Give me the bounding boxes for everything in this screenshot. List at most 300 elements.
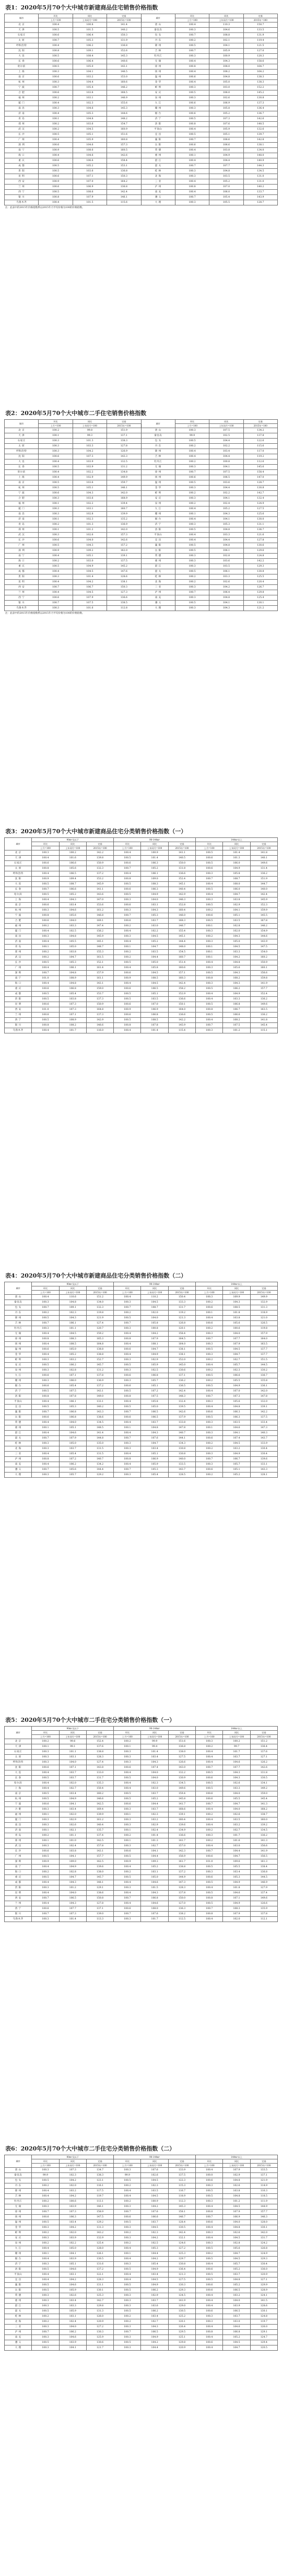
index-value-cell: 100.7 [196, 1849, 223, 1854]
index-value-cell: 109.1 [59, 1305, 86, 1310]
column-subheader: 上年同月=100 [59, 1291, 86, 1295]
city-name-cell: 宁 波 [5, 85, 39, 90]
city-name-cell: 呼和浩特 [5, 43, 39, 49]
price-index-table [4, 1726, 278, 1922]
index-value-cell: 100.5 [196, 1415, 223, 1420]
city-name-cell: 南 京 [5, 75, 39, 80]
index-value-cell: 103.4 [141, 2272, 168, 2278]
index-value-cell: 104.8 [141, 1425, 168, 1431]
city-name-cell: 西 安 [5, 179, 39, 185]
city-name-cell: 常 德 [141, 554, 175, 559]
index-value-cell: 100.4 [39, 569, 73, 574]
index-value-cell: 146.7 [168, 2215, 195, 2220]
index-value-cell: 100.5 [32, 960, 59, 965]
table-row [5, 882, 278, 887]
index-value-cell: 100.4 [39, 590, 73, 595]
index-value-cell: 145.7 [86, 1875, 113, 1880]
index-value-cell: 157.7 [86, 1854, 113, 1859]
index-value-cell: 142.8 [243, 137, 277, 143]
index-value-cell: 136.0 [250, 2267, 277, 2272]
index-value-cell: 146.6 [86, 1023, 113, 1028]
index-value-cell: 142.2 [86, 850, 113, 856]
city-name-cell: 扬 州 [141, 475, 175, 480]
subheader-row [5, 1735, 278, 1739]
index-value-cell: 142.2 [168, 1018, 195, 1023]
index-value-cell: 120.9 [168, 2345, 195, 2351]
index-value-cell: 100.4 [39, 554, 73, 559]
index-value-cell: 106.5 [141, 1410, 168, 1415]
index-value-cell: 100.8 [209, 459, 243, 465]
index-value-cell: 104.1 [59, 1854, 86, 1859]
index-value-cell: 104.3 [141, 1431, 168, 1436]
city-name-cell: 包 头 [5, 1305, 32, 1310]
index-value-cell: 100.4 [32, 1880, 59, 1885]
index-value-cell: 100.7 [114, 1436, 141, 1441]
index-value-cell: 100.4 [196, 2168, 223, 2173]
index-value-cell: 127.5 [243, 507, 277, 512]
index-value-cell: 150.4 [168, 1295, 195, 1300]
index-value-cell: 137.2 [168, 1870, 195, 1875]
city-name-cell: 杭 州 [5, 80, 39, 85]
index-value-cell: 133.7 [243, 190, 277, 195]
city-name-cell: 南 宁 [5, 976, 32, 981]
city-name-cell: 大 连 [5, 882, 32, 887]
city-name-cell: 贵 阳 [5, 574, 39, 580]
column-subheader: 上年同月=100 [141, 846, 168, 850]
table-caption: 表3：2020年5月70个大中城市新建商品住宅分类销售价格指数（一） [5, 828, 187, 835]
city-name-cell: 成 都 [5, 164, 39, 169]
index-value-cell: 101.4 [223, 850, 250, 856]
index-value-cell: 107.6 [141, 1912, 168, 1917]
index-value-cell: 139.6 [250, 1457, 277, 1462]
index-value-cell: 100.1 [32, 1812, 59, 1818]
index-value-cell: 103.0 [223, 2319, 250, 2325]
city-name-cell: 秦皇岛 [5, 1300, 32, 1305]
column-header: 定基 [168, 1286, 195, 1291]
index-value-cell: 100.5 [175, 43, 209, 49]
index-value-cell: 105.4 [73, 85, 107, 90]
city-name-cell: 石家庄 [5, 861, 32, 866]
table-row [5, 2278, 278, 2283]
city-name-cell: 济 宁 [141, 522, 175, 527]
index-value-cell: 105.4 [59, 1452, 86, 1457]
index-value-cell: 100.3 [39, 444, 73, 449]
index-value-cell: 137.7 [250, 1347, 277, 1352]
index-value-cell: 100.2 [39, 122, 73, 127]
index-value-cell: 105.0 [73, 64, 107, 70]
city-name-cell: 无 锡 [5, 1331, 32, 1337]
index-value-cell: 103.8 [59, 997, 86, 1002]
city-name-cell: 广 州 [5, 543, 39, 548]
index-value-cell: 164.5 [168, 1337, 195, 1342]
index-value-cell: 100.4 [175, 70, 209, 75]
table-row [5, 111, 278, 117]
index-value-cell: 106.9 [141, 1007, 168, 1013]
table-row [5, 850, 278, 856]
index-value-cell: 135.9 [250, 1906, 277, 1912]
column-subheader: 上月=100 [196, 1735, 223, 1739]
index-value-cell: 100.5 [175, 548, 209, 554]
index-value-cell: 150.9 [250, 960, 277, 965]
index-value-cell: 100.4 [114, 1891, 141, 1896]
index-value-cell: 109.6 [223, 1859, 250, 1865]
index-value-cell: 106.3 [59, 2215, 86, 2220]
city-name-cell: 牡丹江 [5, 1326, 32, 1331]
index-value-cell: 100.5 [175, 527, 209, 533]
city-name-cell: 秦皇岛 [141, 433, 175, 439]
city-name-cell: 温 州 [5, 2220, 32, 2225]
index-value-cell: 167.8 [250, 918, 277, 924]
index-value-cell: 142.6 [168, 1410, 195, 1415]
index-value-cell: 100.4 [175, 158, 209, 164]
index-value-cell: 100.6 [39, 185, 73, 190]
city-name-cell: 平顶山 [141, 127, 175, 132]
city-name-cell: 兰 州 [5, 590, 39, 595]
index-value-cell: 136.6 [168, 997, 195, 1002]
index-value-cell: 105.1 [141, 1452, 168, 1457]
index-value-cell: 100.5 [32, 2178, 59, 2183]
index-value-cell: 169.4 [86, 1807, 113, 1812]
index-value-cell: 100.4 [32, 2194, 59, 2199]
index-value-cell: 105.7 [223, 1363, 250, 1368]
index-value-cell: 128.3 [168, 1885, 195, 1891]
index-value-cell: 100.3 [32, 908, 59, 913]
table-row [5, 428, 278, 433]
index-value-cell: 100.2 [32, 955, 59, 960]
table-row [5, 137, 278, 143]
city-name-cell: 泉 州 [141, 96, 175, 101]
table-row [5, 1462, 278, 1467]
index-value-cell: 99.8 [73, 428, 107, 433]
index-value-cell: 106.1 [141, 871, 168, 877]
city-name-cell: 长 春 [5, 1776, 32, 1781]
index-value-cell: 104.0 [223, 2220, 250, 2225]
index-value-cell: 105.2 [59, 892, 86, 898]
city-name-cell: 兰 州 [5, 185, 39, 190]
index-value-cell: 103.7 [223, 2272, 250, 2278]
index-value-cell: 124.6 [168, 2241, 195, 2246]
city-name-cell: 大 理 [141, 200, 175, 205]
index-value-cell: 100.7 [32, 1912, 59, 1917]
city-name-cell: 徐 州 [5, 1337, 32, 1342]
index-value-cell: 129.3 [243, 564, 277, 569]
index-value-cell: 104.3 [223, 934, 250, 939]
index-value-cell: 149.6 [168, 1786, 195, 1791]
city-name-cell: 海 口 [5, 1870, 32, 1875]
index-value-cell: 102.9 [141, 1823, 168, 1828]
index-value-cell: 141.1 [168, 850, 195, 856]
index-value-cell: 132.5 [107, 459, 141, 465]
index-value-cell: 169.1 [86, 918, 113, 924]
index-value-cell: 103.6 [73, 480, 107, 486]
table-row [5, 2194, 278, 2199]
index-value-cell: 149.6 [250, 1896, 277, 1901]
index-value-cell: 124.7 [250, 2335, 277, 2340]
index-value-cell: 120.7 [86, 1326, 113, 1331]
index-value-cell: 100.6 [196, 866, 223, 871]
index-value-cell: 104.6 [73, 153, 107, 158]
index-value-cell: 100.4 [196, 2262, 223, 2267]
index-value-cell: 105.9 [59, 2288, 86, 2293]
city-name-cell: 徐 州 [5, 2210, 32, 2215]
index-value-cell: 100.3 [39, 574, 73, 580]
city-name-cell: 金 华 [141, 486, 175, 491]
index-value-cell: 100.6 [196, 2288, 223, 2293]
column-header: 同比 [223, 842, 250, 846]
index-value-cell: 100.1 [114, 1838, 141, 1844]
index-value-cell: 105.1 [73, 486, 107, 491]
table-row [5, 59, 278, 64]
index-value-cell: 143.3 [250, 1467, 277, 1473]
index-value-cell: 102.8 [59, 1870, 86, 1875]
index-value-cell: 131.5 [86, 1446, 113, 1452]
index-value-cell: 100.6 [32, 2215, 59, 2220]
header-row [5, 842, 278, 846]
index-value-cell: 120.3 [243, 54, 277, 59]
table-5-block [0, 1715, 282, 1922]
city-name-cell: 扬 州 [5, 1342, 32, 1347]
table-row [5, 1760, 278, 1765]
index-value-cell: 109.1 [73, 49, 107, 54]
index-value-cell: 124.1 [250, 2293, 277, 2298]
city-name-cell: 无 锡 [141, 465, 175, 470]
index-value-cell: 103.3 [73, 444, 107, 449]
index-value-cell: 100.6 [59, 2199, 86, 2204]
index-value-cell: 138.3 [243, 75, 277, 80]
index-value-cell: 100.8 [114, 1457, 141, 1462]
index-value-cell: 100.3 [114, 2293, 141, 2298]
index-value-cell: 124.9 [250, 2251, 277, 2257]
index-value-cell: 135.2 [107, 517, 141, 522]
index-value-cell: 100.4 [32, 1452, 59, 1457]
table-row [5, 929, 278, 934]
index-value-cell: 104.7 [223, 2251, 250, 2257]
index-value-cell: 104.8 [223, 1405, 250, 1410]
index-value-cell: 146.1 [107, 195, 141, 200]
index-value-cell: 104.5 [223, 2236, 250, 2241]
index-value-cell: 100.6 [114, 1765, 141, 1770]
table-row [5, 1018, 278, 1023]
city-name-cell: 兰 州 [5, 1013, 32, 1018]
city-name-cell: 丹 东 [5, 1310, 32, 1316]
city-name-cell: 平顶山 [5, 1399, 32, 1405]
table-row [5, 548, 278, 554]
table-caption: 表5：2020年5月70个大中城市二手住宅分类销售价格指数（一） [5, 1717, 175, 1723]
index-value-cell: 137.3 [86, 1013, 113, 1018]
column-subheader: 上年同月=100 [223, 846, 250, 850]
index-value-cell: 101.1 [59, 1326, 86, 1331]
table-row [5, 2225, 278, 2230]
index-value-cell: 105.6 [59, 1467, 86, 1473]
index-value-cell: 157.2 [107, 543, 141, 548]
index-value-cell: 100.3 [196, 1295, 223, 1300]
city-name-cell: 沈 阳 [5, 1765, 32, 1770]
index-value-cell: 104.9 [223, 1384, 250, 1389]
index-value-cell: 100.2 [175, 38, 209, 43]
index-value-cell: 100.9 [39, 148, 73, 153]
city-name-cell: 北 京 [5, 428, 39, 433]
city-name-cell: 金 华 [141, 80, 175, 85]
index-value-cell: 100.2 [114, 2199, 141, 2204]
index-value-cell: 108.7 [59, 882, 86, 887]
table-row [5, 190, 278, 195]
table-row [5, 976, 278, 981]
table-row [5, 491, 278, 496]
index-value-cell: 151.4 [168, 960, 195, 965]
index-value-cell: 105.2 [209, 179, 243, 185]
index-value-cell: 100.3 [196, 929, 223, 934]
index-value-cell: 104.3 [141, 908, 168, 913]
index-value-cell: 107.4 [141, 1765, 168, 1770]
index-value-cell: 100.4 [175, 449, 209, 454]
index-value-cell: 105.8 [141, 1321, 168, 1326]
index-value-cell: 100.4 [114, 1420, 141, 1425]
index-value-cell: 106.8 [59, 1410, 86, 1415]
column-header: 环比 [175, 420, 209, 424]
table-row [5, 459, 278, 465]
index-value-cell: 146.2 [250, 924, 277, 929]
index-value-cell: 100.2 [196, 1446, 223, 1452]
index-value-cell: 100.2 [32, 1833, 59, 1838]
index-value-cell: 106.8 [141, 1013, 168, 1018]
index-value-cell: 100.8 [73, 22, 107, 28]
city-name-cell: 锦 州 [141, 449, 175, 454]
index-value-cell: 103.1 [59, 1755, 86, 1760]
city-name-cell: 北 海 [5, 2319, 32, 2325]
table-caption: 表1：2020年5月70个大中城市新建商品住宅销售价格指数 [5, 4, 158, 11]
index-value-cell: 100.6 [175, 75, 209, 80]
index-value-cell: 136.4 [243, 106, 277, 111]
index-value-cell: 102.7 [223, 1828, 250, 1833]
index-value-cell: 106.5 [141, 2330, 168, 2335]
index-value-cell: 121.0 [250, 1316, 277, 1321]
index-value-cell: 100.6 [39, 158, 73, 164]
table-row [5, 480, 278, 486]
index-value-cell: 100.4 [196, 960, 223, 965]
city-name-cell: 襄 阳 [5, 1410, 32, 1415]
index-value-cell: 108.7 [141, 1305, 168, 1310]
index-value-cell: 100.2 [32, 2319, 59, 2325]
index-value-cell: 104.3 [141, 1760, 168, 1765]
index-value-cell: 100.4 [114, 939, 141, 945]
index-value-cell: 152.8 [168, 903, 195, 908]
table-row [5, 939, 278, 945]
table-caption: 表6：2020年5月70个大中城市二手住宅分类销售价格指数（二） [5, 2145, 175, 2152]
index-value-cell: 100.5 [196, 850, 223, 856]
city-name-cell: 吉 林 [141, 49, 175, 54]
index-value-cell: 100.6 [196, 1854, 223, 1859]
index-value-cell: 100.6 [32, 1802, 59, 1807]
index-value-cell: 102.7 [223, 1358, 250, 1363]
index-value-cell: 100.4 [196, 2325, 223, 2330]
index-value-cell: 143.6 [86, 892, 113, 898]
index-value-cell: 100.6 [175, 475, 209, 480]
index-value-cell: 120.4 [243, 580, 277, 585]
city-name-cell: 唐 山 [5, 1295, 32, 1300]
index-value-cell: 104.4 [209, 454, 243, 459]
index-value-cell: 120.1 [168, 2319, 195, 2325]
index-value-cell: 100.5 [39, 64, 73, 70]
table-row [5, 2304, 278, 2309]
city-name-cell: 金 华 [5, 1352, 32, 1358]
city-name-cell: 蚌 埠 [141, 491, 175, 496]
index-value-cell: 104.9 [223, 866, 250, 871]
index-value-cell: 100.6 [114, 1013, 141, 1018]
index-value-cell: 103.6 [209, 559, 243, 564]
column-subheader: 2015年=100 [168, 846, 195, 850]
index-value-cell: 142.4 [168, 2230, 195, 2236]
index-value-cell: 99.4 [141, 1744, 168, 1750]
index-value-cell: 104.6 [59, 2267, 86, 2272]
index-value-cell: 130.6 [86, 2340, 113, 2345]
index-value-cell: 103.0 [223, 1844, 250, 1849]
index-value-cell: 100.3 [114, 2345, 141, 2351]
table-note: 注：此表中的2015年价格指数系以2015年月平均价格为100的价格指数。 [5, 206, 85, 209]
index-value-cell: 138.5 [107, 601, 141, 606]
index-value-cell: 110.3 [209, 22, 243, 28]
index-value-cell: 140.5 [168, 856, 195, 861]
index-value-cell: 100.3 [32, 1760, 59, 1765]
index-value-cell: 103.3 [223, 950, 250, 955]
index-value-cell: 106.5 [223, 2309, 250, 2314]
index-value-cell: 100.3 [175, 174, 209, 179]
index-value-cell: 133.4 [250, 1420, 277, 1425]
city-name-cell: 贵 阳 [5, 997, 32, 1002]
index-value-cell: 103.1 [59, 2272, 86, 2278]
table-row [5, 574, 278, 580]
table-row [5, 1420, 278, 1425]
index-value-cell: 102.9 [73, 475, 107, 480]
index-value-cell: 107.5 [59, 1389, 86, 1394]
index-value-cell: 102.3 [141, 2230, 168, 2236]
table-row [5, 2251, 278, 2257]
index-value-cell: 100.3 [114, 1750, 141, 1755]
index-value-cell: 100.2 [32, 2241, 59, 2246]
index-value-cell: 104.9 [223, 1452, 250, 1457]
city-name-cell: 上 海 [5, 898, 32, 903]
city-name-cell: 成 都 [5, 1880, 32, 1885]
index-value-cell: 150.9 [86, 1002, 113, 1007]
index-value-cell: 104.2 [59, 2278, 86, 2283]
index-value-cell: 100.7 [32, 1896, 59, 1901]
index-value-cell: 100.4 [114, 1295, 141, 1300]
index-value-cell: 104.0 [223, 1791, 250, 1797]
index-value-cell: 100.3 [32, 1446, 59, 1452]
index-value-cell: 100.2 [196, 1300, 223, 1305]
index-value-cell: 104.2 [141, 2236, 168, 2241]
index-value-cell: 102.9 [141, 1358, 168, 1363]
index-value-cell: 124.8 [250, 2314, 277, 2319]
index-value-cell: 139.4 [107, 501, 141, 507]
index-value-cell: 100.8 [196, 2330, 223, 2335]
index-value-cell: 100.5 [196, 2272, 223, 2278]
table-row [5, 601, 278, 606]
index-value-cell: 104.4 [223, 1849, 250, 1854]
index-value-cell: 106.8 [141, 1373, 168, 1378]
index-value-cell: 125.9 [86, 2335, 113, 2340]
index-value-cell: 136.8 [107, 185, 141, 190]
index-value-cell: 100.5 [175, 439, 209, 444]
group-header: 90-144m² [114, 1282, 196, 1286]
city-name-cell: 西 宁 [5, 190, 39, 195]
column-header: 定基 [86, 2159, 113, 2164]
table-row [5, 2246, 278, 2251]
city-name-cell: 银 川 [5, 1023, 32, 1028]
index-value-cell: 138.8 [168, 1865, 195, 1870]
index-value-cell: 104.3 [73, 491, 107, 496]
column-subheader: 2015年=100 [168, 1291, 195, 1295]
table-row [5, 2345, 278, 2351]
